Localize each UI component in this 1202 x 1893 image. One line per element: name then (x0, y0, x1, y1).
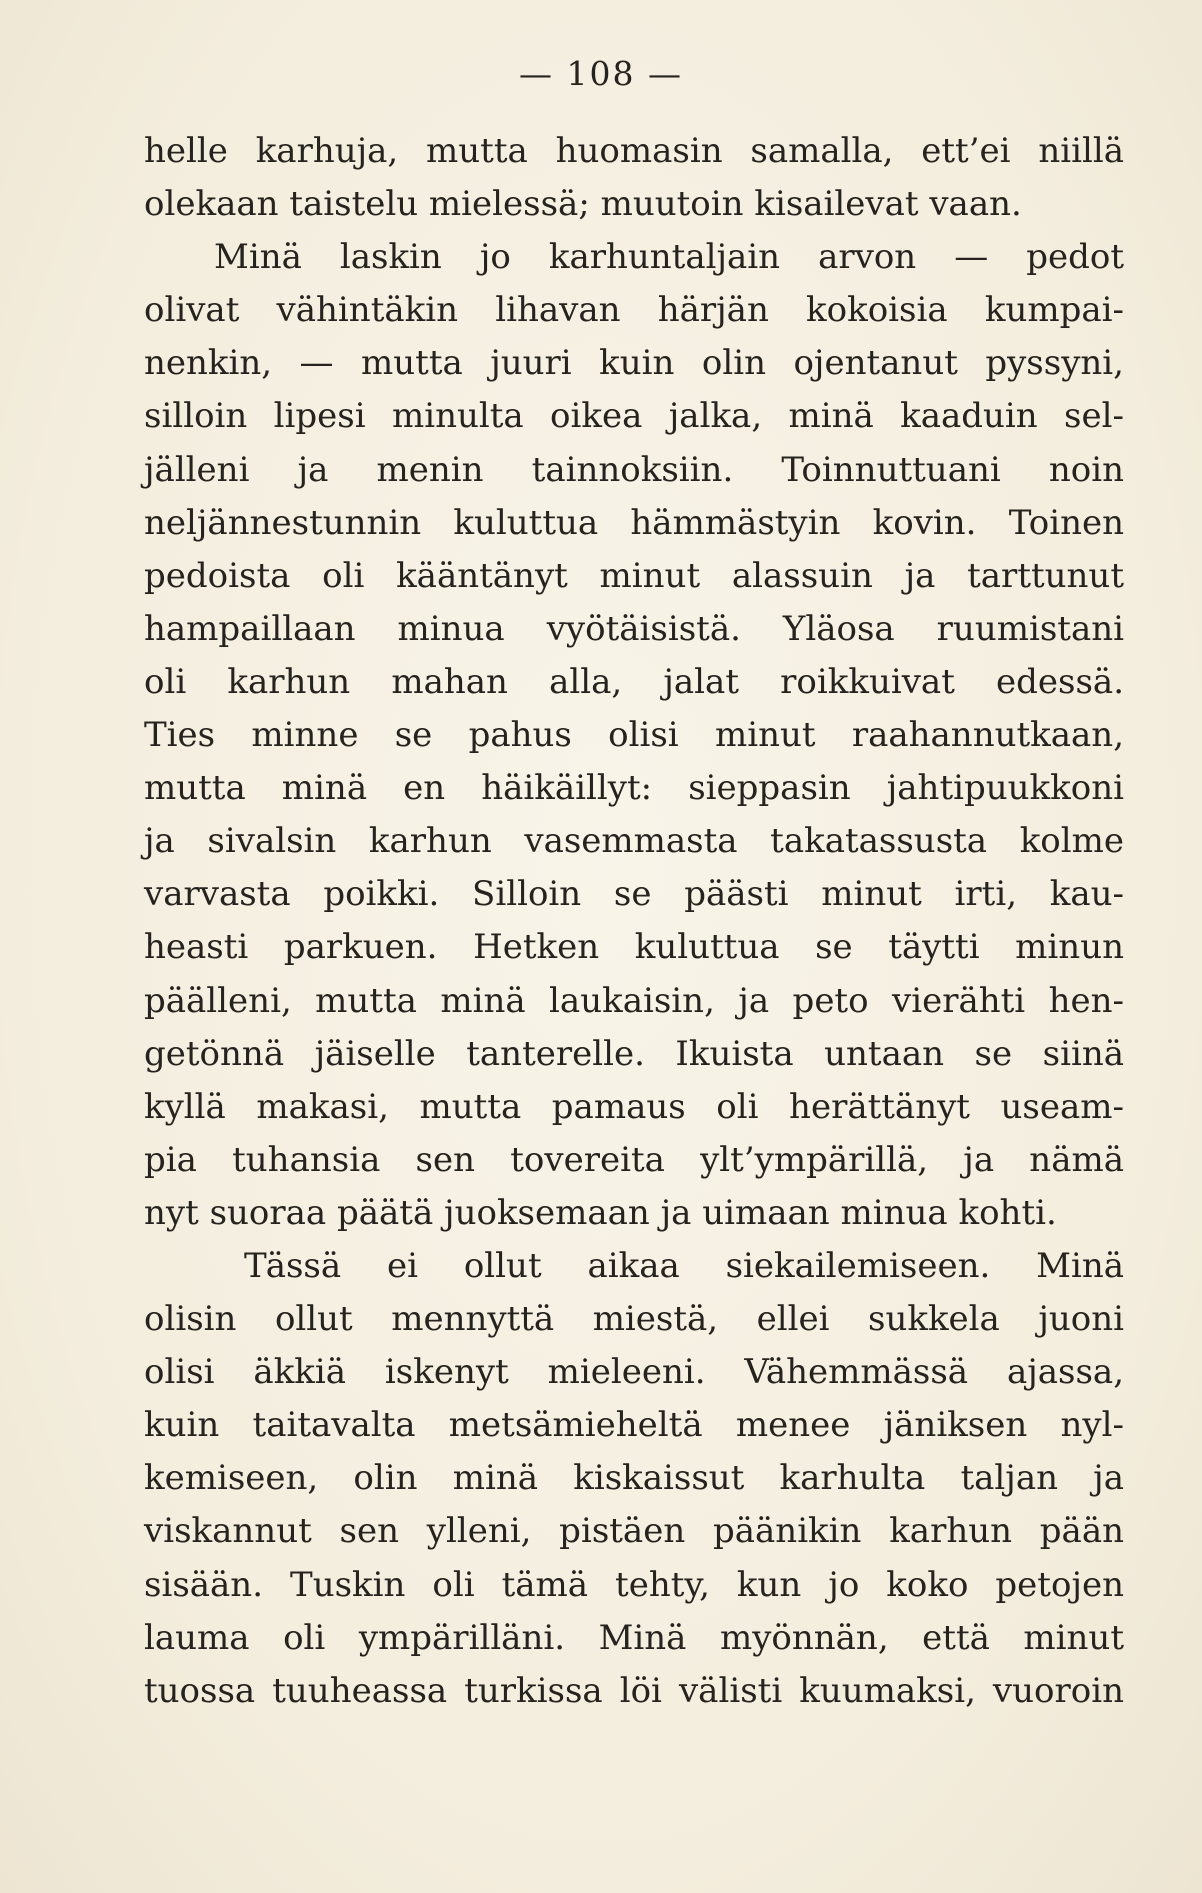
text-line-16: heasti parkuen. Hetken kuluttua se täytti minun (144, 927, 1124, 968)
text-line-3: Minä laskin jo karhuntaljain arvon — pedot (214, 237, 1124, 278)
text-line-6: silloin lipesi minulta oikea jalka, minä kaaduin sel- (144, 396, 1124, 437)
text-line-10: hampaillaan minua vyötäisistä. Yläosa ruumistani (144, 608, 1124, 649)
text-line-15: varvasta poikki. Silloin se päästi minut irti, kau- (144, 874, 1124, 915)
text-line-19: kyllä makasi, mutta pamaus oli herättänyt useam- (144, 1086, 1124, 1127)
text-line-21: nyt suoraa päätä juoksemaan ja uimaan minua kohti. (144, 1192, 1057, 1233)
text-line-1: helle karhuja, mutta huomasin samalla, ett’ei niillä (144, 131, 1124, 171)
text-line-24: olisi äkkiä iskenyt mieleeni. Vähemmässä ajassa, (144, 1352, 1124, 1393)
text-line-18: getönnä jäiselle tanterelle. Ikuista untaan se siinä (144, 1033, 1124, 1074)
text-line-28: sisään. Tuskin oli tämä tehty, kun jo koko petojen (144, 1564, 1124, 1605)
text-line-27: viskannut sen ylleni, pistäen päänikin karhun pään (144, 1511, 1124, 1552)
text-line-17: päälleni, mutta minä laukaisin, ja peto vierähti hen- (144, 980, 1124, 1021)
text-line-14: ja sivalsin karhun vasemmasta takatassusta kolme (144, 821, 1124, 862)
text-line-12: Ties minne se pahus olisi minut raahannutkaan, (144, 715, 1124, 756)
text-line-25: kuin taitavalta metsämieheltä menee jäniksen nyl- (144, 1405, 1124, 1446)
text-line-5: nenkin, — mutta juuri kuin olin ojentanut pyssyni, (144, 343, 1124, 384)
text-line-7: jälleni ja menin tainnoksiin. Toinnuttuani noin (144, 449, 1124, 490)
text-line-9: pedoista oli kääntänyt minut alassuin ja tarttunut (144, 555, 1124, 596)
text-line-11: oli karhun mahan alla, jalat roikkuivat edessä. (144, 661, 1124, 702)
text-line-20: pia tuhansia sen tovereita ylt’ympärillä, ja nämä (144, 1139, 1124, 1180)
body-text (144, 125, 1124, 1718)
text-line-26: kemiseen, olin minä kiskaissut karhulta taljan ja (144, 1458, 1124, 1499)
text-line-30: tuossa tuuheassa turkissa löi välisti kuumaksi, vuoroin (144, 1670, 1124, 1711)
text-line-13: mutta minä en häikäillyt: sieppasin jahtipuukkoni (144, 768, 1124, 809)
text-line-4: olivat vähintäkin lihavan härjän kokoisia kumpai- (144, 290, 1124, 331)
page-number: — 108 — (519, 54, 683, 93)
text-line-22: Tässä ei ollut aikaa siekailemiseen. Minä (244, 1245, 1124, 1286)
text-line-23: olisin ollut mennyttä miestä, ellei sukkela juoni (144, 1299, 1124, 1340)
text-line-2: olekaan taistelu mielessä; muutoin kisailevat vaan. (144, 184, 1022, 225)
text-line-8: neljännestunnin kuluttua hämmästyin kovin. Toinen (144, 502, 1124, 543)
text-line-29: lauma oli ympärilläni. Minä myönnän, että minut (144, 1617, 1124, 1658)
